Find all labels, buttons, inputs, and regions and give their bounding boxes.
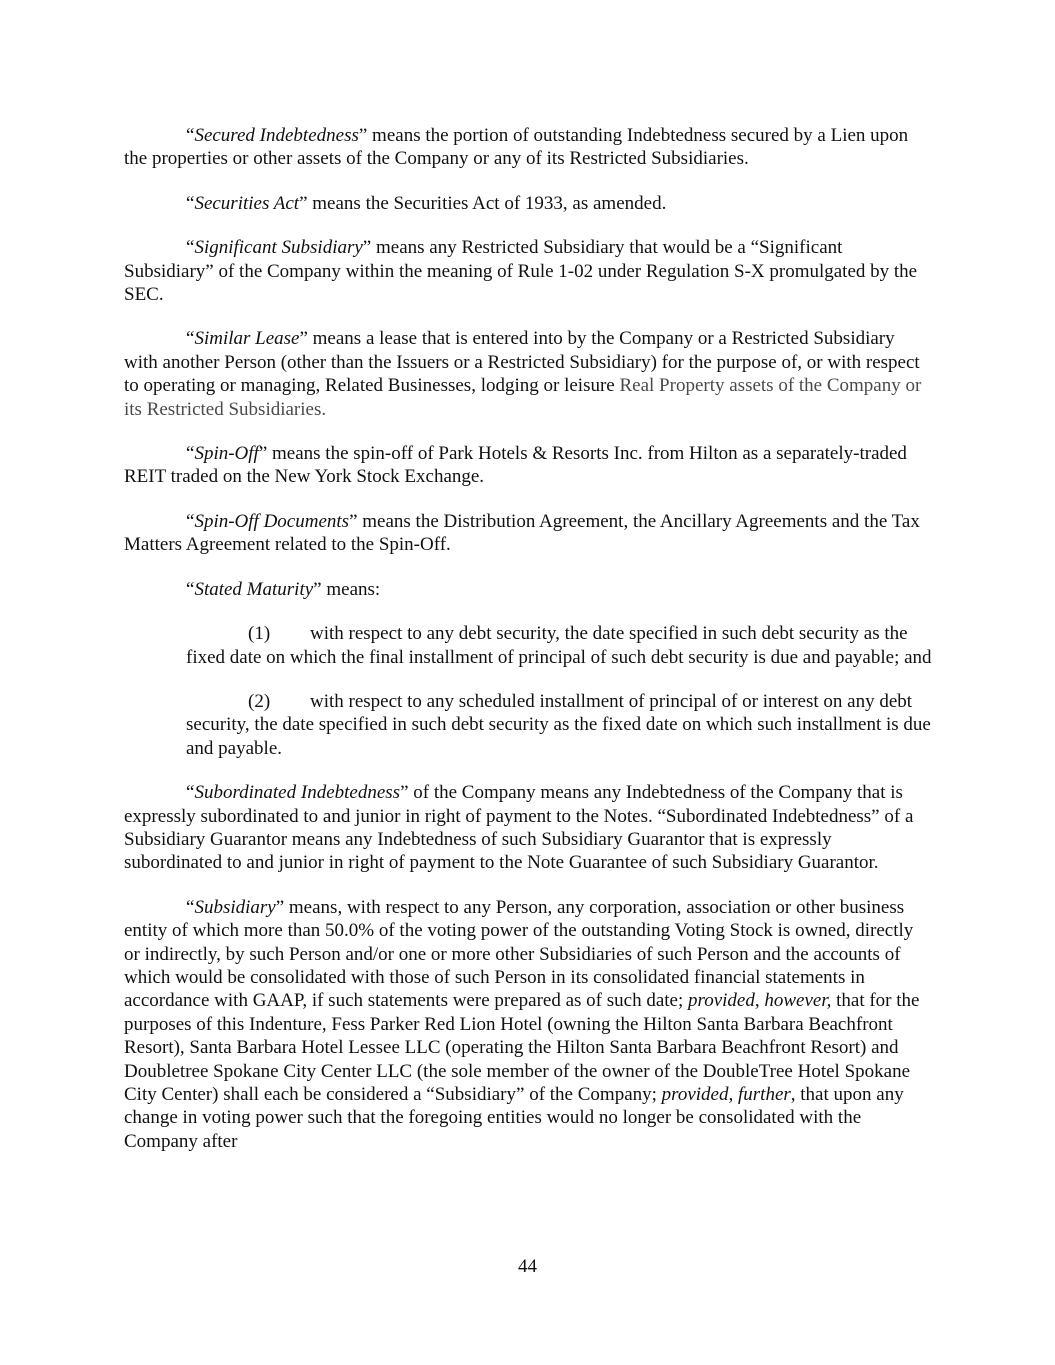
definition-similar-lease: “Similar Lease” means a lease that is entered into by the Company or a Restricted Subsidiary with another Person (other than the Issuers or a Restricted Subsidiary) for the purpose of, or with respect to operating or managing, Related Businesses, lodging or leisure Real Property assets of the Company or its Restricted Subsidiaries. xyxy=(124,328,922,420)
definition-securities-act: “Securities Act” means the Securities Act of 1933, as amended. xyxy=(186,192,667,214)
similar-lease-tail: Real Property assets of the Company or its Restricted Subsidiaries. xyxy=(124,375,922,420)
defined-term: Secured Indebtedness xyxy=(194,125,359,146)
definition-secured-indebtedness: “Secured Indebtedness” means the portion of outstanding Indebtedness secured by a Lien upon the properties or other assets of the Company or any of its Restricted Subsidiaries. xyxy=(124,125,909,170)
definition-spin-off-documents: “Spin-Off Documents” means the Distribution Agreement, the Ancillary Agreements and the Tax Matters Agreement related to the Spin-Off. xyxy=(124,510,920,556)
definition-subordinated-indebtedness: “Subordinated Indebtedness” of the Company means any Indebtedness of the Company that is expressly subordinated to and junior in right of payment to the Notes. “Subordinated Indebtedness” of a Subsidiary Guarantor means any Indebtedness of such Subsidiary Guarantor that is expressly subordinated to and junior in right of payment to the Note Guarantee of such Subsidiary Guarantor. xyxy=(124,782,914,874)
stated-maturity-clause-1: (1) with respect to any debt security, the date specified in such debt security as the fixed date on which the final installment of principal of such debt security is due and payable; and xyxy=(186,623,932,668)
document-page xyxy=(124,124,932,1174)
stated-maturity-clause-2: (2) with respect to any scheduled installment of principal of or interest on any debt security, the date specified in such debt security as the fixed date on which such installment is due and payable. xyxy=(186,690,931,759)
defined-term: Securities Act xyxy=(194,192,300,214)
defined-term: Spin-Off xyxy=(194,443,259,465)
definition-significant-subsidiary: “Significant Subsidiary” means any Restricted Subsidiary that would be a “Significant Subsidiary” of the Company within the meaning of Rule 1-02 under Regulation S-X promulgated by the SEC. xyxy=(124,237,918,306)
defined-term: Subordinated Indebtedness xyxy=(194,782,401,804)
clause-number: (2) xyxy=(248,690,271,712)
defined-term: Subsidiary xyxy=(194,896,276,918)
defined-term: Spin-Off Documents xyxy=(194,510,350,532)
definition-stated-maturity: “Stated Maturity” means: xyxy=(186,578,381,600)
definition-subsidiary: “Subsidiary” means, with respect to any Person, any corporation, association or other business entity of which more than 50.0% of the voting power of the outstanding Voting Stock is owned, directly or indirectly, by such Person and/or one or more other Subsidiaries of such Person and the accounts of which would be consolidated with those of such Person in its consolidated financial statements in accordance with GAAP, if such statements were prepared as of such date; provided, however, that for the purposes of this Indenture, Fess Parker Red Lion Hotel (owning the Hilton Santa Barbara Beachfront Resort), Santa Barbara Hotel Lessee LLC (operating the Hilton Santa Barbara Beachfront Resort) and Doubletree Spokane City Center LLC (the sole member of the owner of the DoubleTree Hotel Spokane City Center) shall each be considered a “Subsidiary” of the Company; provided, further, that upon any change in voting power such that the foregoing entities would no longer be consolidated with the Company after xyxy=(124,896,920,1152)
defined-term: Similar Lease xyxy=(194,328,300,350)
page-number: 44 xyxy=(518,1256,537,1277)
defined-term: Stated Maturity xyxy=(194,578,314,600)
defined-term: Significant Subsidiary xyxy=(194,237,363,259)
definition-spin-off: “Spin-Off” means the spin-off of Park Hotels & Resorts Inc. from Hilton as a separately-traded REIT traded on the New York Stock Exchange. xyxy=(124,443,907,488)
clause-number: (1) xyxy=(248,623,271,645)
